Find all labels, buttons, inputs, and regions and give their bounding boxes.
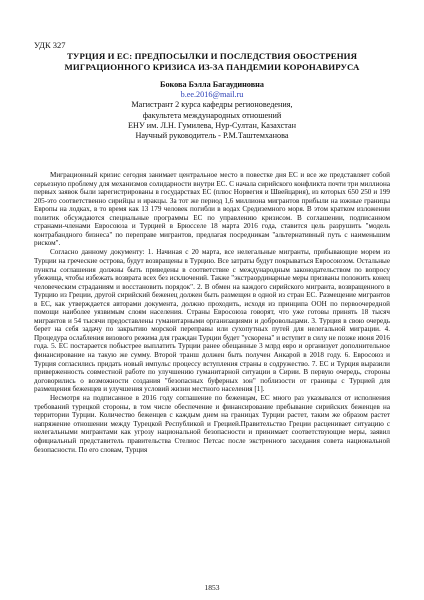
page-number: 1853	[204, 583, 220, 592]
affiliation-line: ЕНУ им. Л.Н. Гумилева, Нур-Султан, Казахстан	[128, 120, 296, 130]
affiliation-line: Магистрант 2 курса кафедры регионоведения,	[131, 100, 293, 110]
body-paragraph: Несмотря на подписанное в 2016 году соглашение по беженцам, ЕС много раз указывался от исполнения требований турецкой стороны, в том числе обеспечение и финансирование пребывание сирийских беженцев на территории Турции. Количество беженцев с каждым днем на границах Турции растет, таким же образом растет напряжение отношении между Турецкой Республикой и Грецией.Правительство Греции расценивает ситуацию с нелегальными мигрантами как угрозу национальной безопасности и принимает соответствующие меры, заявил официальный представитель правительства Стелиос Петсас после экстренного заседания совета национальной безопасности. По его словам, Турция	[34, 394, 390, 454]
title-line-2: МИГРАЦИОННОГО КРИЗИСА ИЗ-ЗА ПАНДЕМИИ КОРОНАВИРУСА	[64, 62, 360, 72]
article-title	[34, 51, 390, 73]
title-line-1: ТУРЦИЯ И ЕС: ПРЕДПОСЫЛКИ И ПОСЛЕДСТВИЯ ОБОСТРЕНИЯ	[66, 51, 358, 61]
author-name: Бокова Бэлла Багаудиновна	[160, 80, 264, 89]
udk-code: УДК 327	[34, 40, 66, 50]
article-body	[34, 171, 390, 455]
author-block	[34, 80, 390, 141]
body-paragraph: Миграционный кризис сегодня занимает центральное место в повестке дня ЕС и все же представляет собой серьезную проблему для механизмов солидарности внутри ЕС. С начала сирийского конфликта почти три миллиона первых заявок были зарегистрированы в государствах ЕС (плюс Норвегия и Швейцария), из которых 650 250 и 199 205-это соответственно сирийцы и иракцы. За тот же период 1,6 миллиона мигрантов прибыли на южные границы Европы на лодках, в то время как 13 179 человек погибли в водах Средиземного моря. В этом кратком изложении политик обсуждаются специальные программы ЕС по управлению кризисом. В соглашении, подписанном странами-членами Евросоюза и Турцией в Брюсселе 18 марта 2016 года, ставится цель разрушить "модель контрабандного бизнеса" по переправе мигрантов, предлагая посредникам "альтернативный путь с наименьшим риском".	[34, 171, 390, 248]
body-paragraph: Согласно данному документу: 1. Начиная с 20 марта, все нелегальные мигранты, прибывающие морем из Турции на греческие острова, будут возвращены в Турцию. Все затраты будут покрываться Евросоюзом. Остальные пункты соглашения должны быть приведены в соответствие с международным законодательством по вопросу убежища, чтобы избежать возврата всех без исключений. Также "экстраординарные меры призваны положить конец человеческим страданиям и восстановить порядок". 2. В обмен на каждого сирийского мигранта, возвращенного в Турцию из Греции, другой сирийский беженец должен быть размещен в одной из стран ЕС. Размещение мигрантов в ЕС, как утверждается авторами документа, должно проходить, исходя из принципа ООН по первоочередной помощи наиболее уязвимым слоям населения. Страны Евросоюза говорят, что уже готовы принять 18 тысяч мигрантов и 54 тысячи предоставлены гуманитарными организациями и добровольцами. 3. Турция в свою очередь берет на себя задачу по закрытию морской переправы или сухопутных путей для нелегальной миграции. 4. Процедура ослабления визового режима для граждан Турции будет "ускорена" и вступит в силу не позже июня 2016 года. 5. ЕС постарается побыстрее выплатить Турции ранее обещанные 3 млрд евро и организует дополнительное финансирование на такую же сумму. Второй транш должен быть получен Анкарой в 2018 году. 6. Евросоюз и Турция согласились придать новый импульс процессу вступления страны в содружество. 7. ЕС и Турция выразили приверженность совместной работе по улучшению гуманитарной ситуации в Сирии. В первую очередь, стороны договорились о возможности создания "безопасных буферных зон" поблизости от границы с Турцией для размещения беженцев и улучшения условий жизни местного населения [1].	[34, 248, 390, 394]
author-email[interactable]: b.ee.2016@mail.ru	[180, 90, 244, 100]
affiliation-line: факультета международных отношений	[142, 110, 282, 120]
supervisor-line: Научный руководитель - Р.М.Таштемханова	[135, 131, 289, 141]
